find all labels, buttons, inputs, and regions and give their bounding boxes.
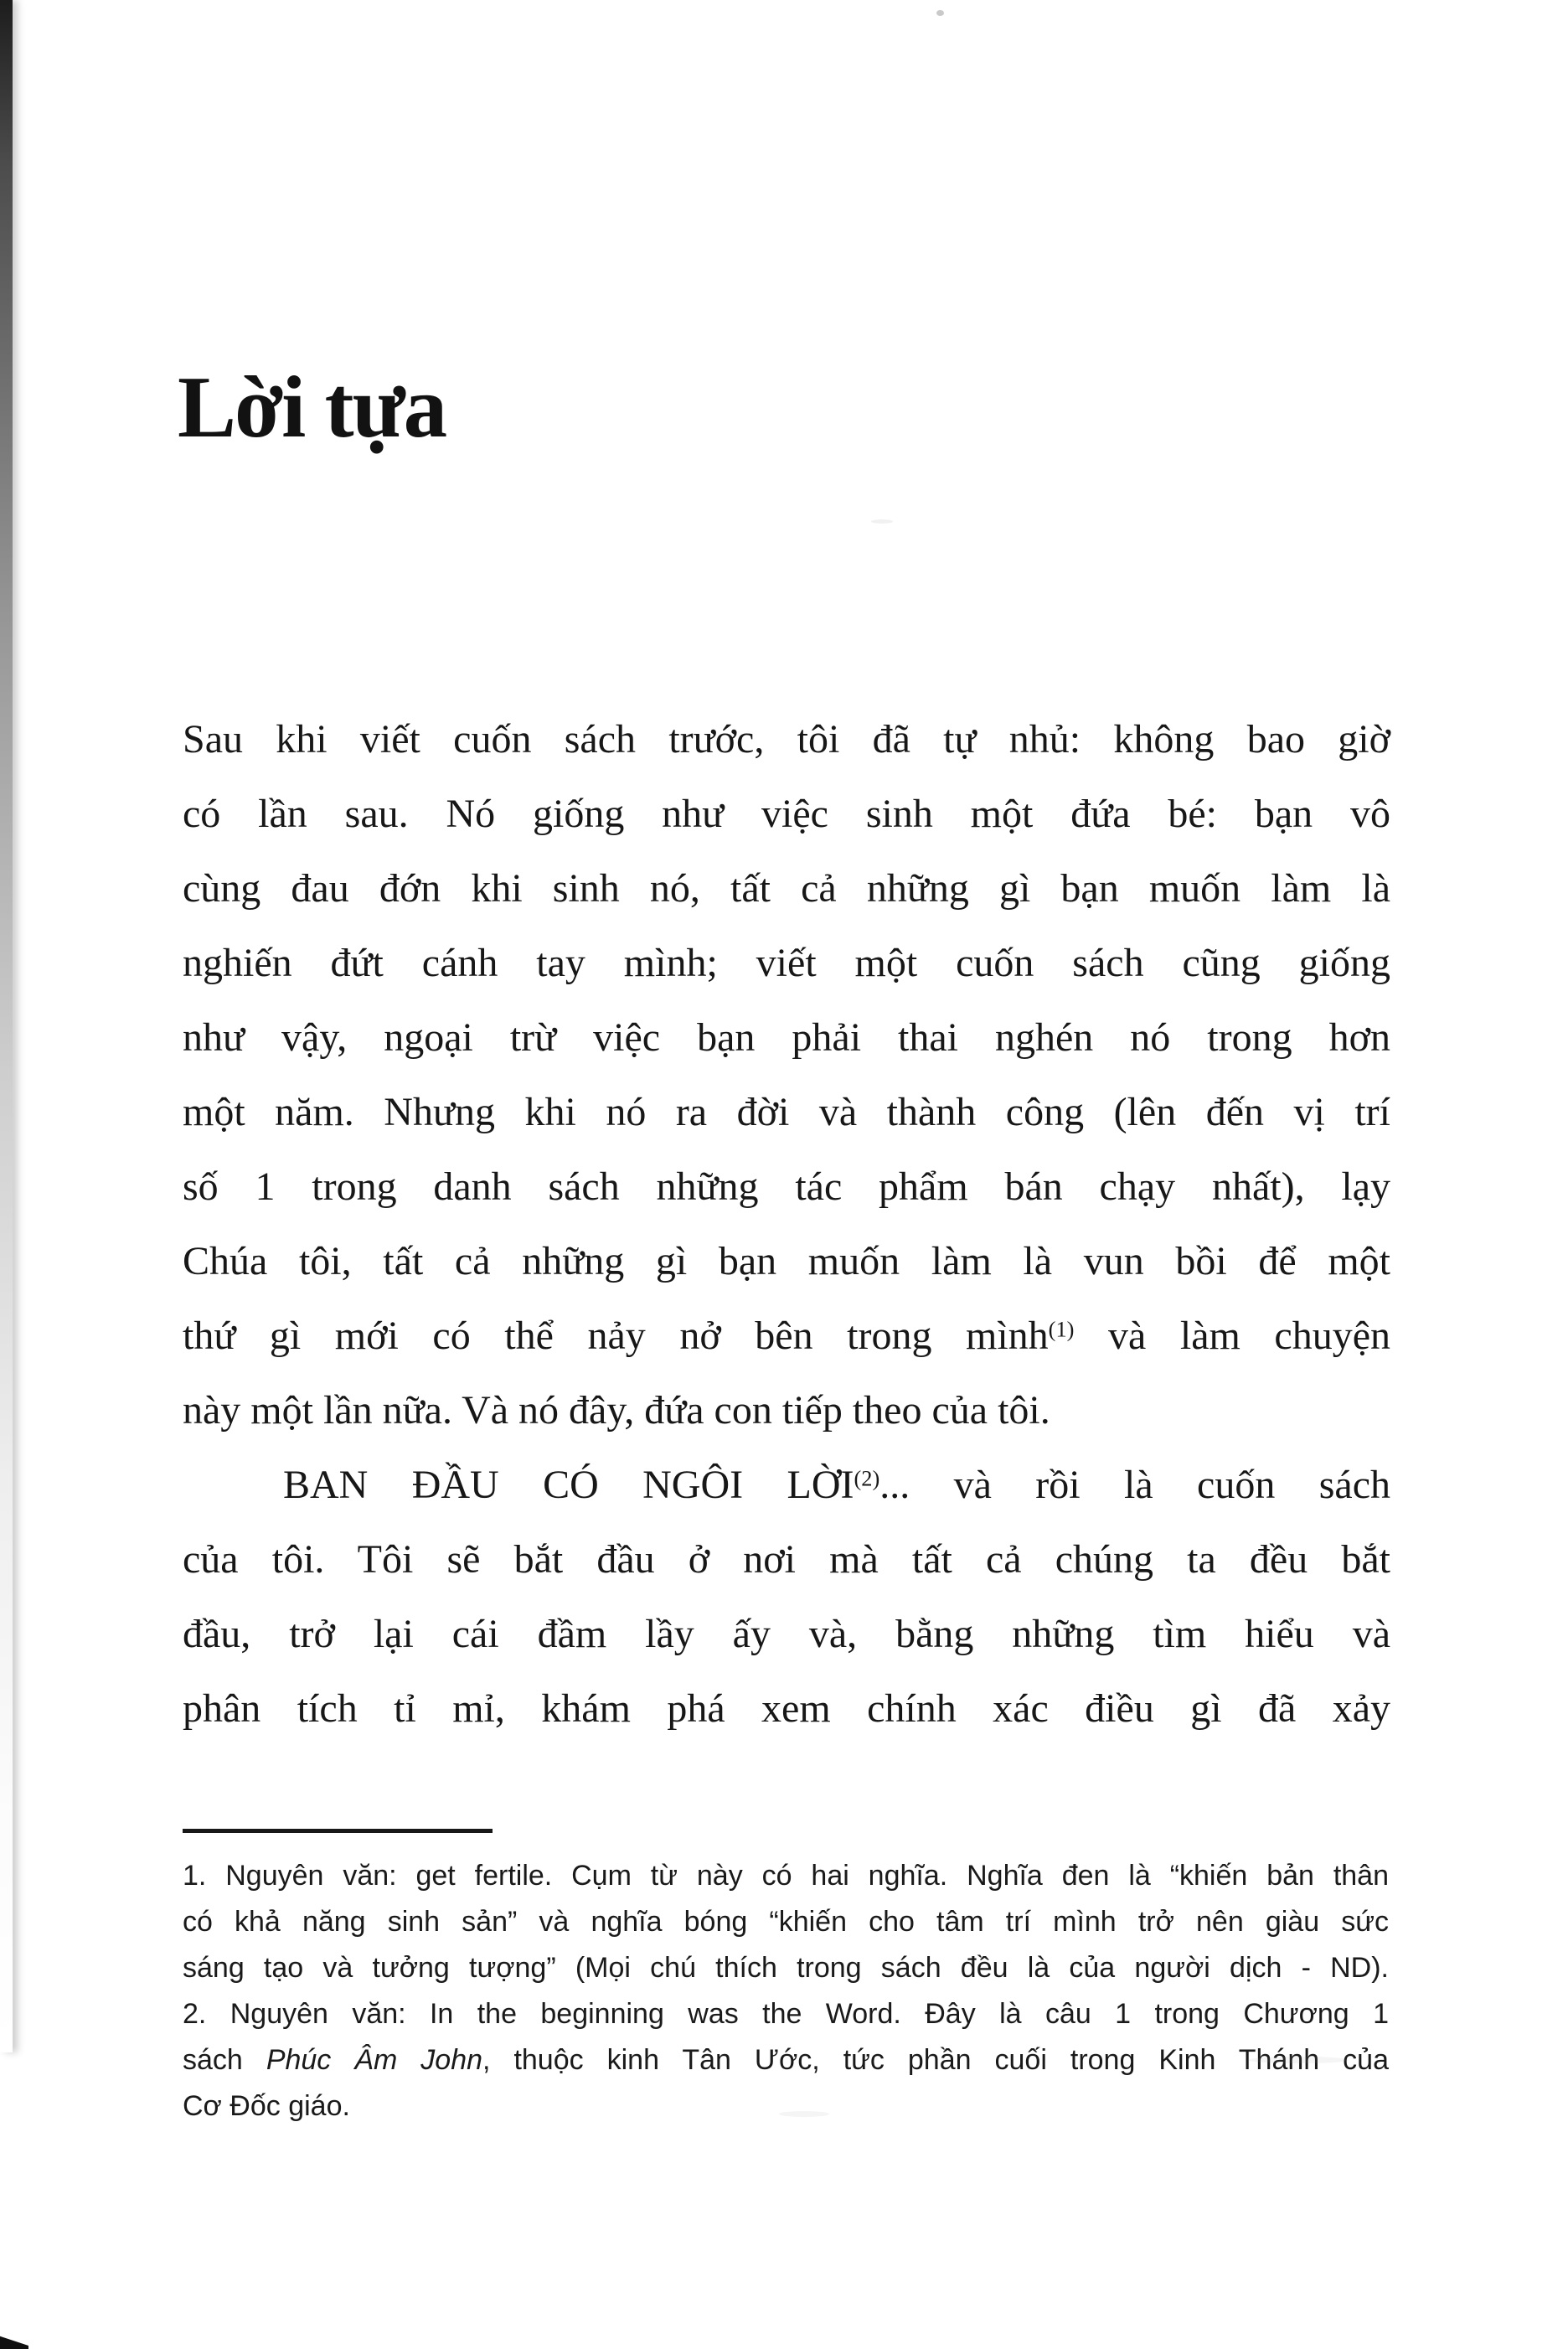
footnote-line: sáng tạo và tưởng tượng” (Mọi chú thích trong sách đều là của người dịch - ND). [183,1952,1389,1984]
scan-speck [1248,2057,1349,2063]
body-text-line: BAN ĐẦU CÓ NGÔI LỜI$^{(2)}$... và rồi là cuốn sách [283,1463,1390,1507]
body-text-line: một năm. Nhưng khi nó ra đời và thành công (lên đến vị trí [183,1090,1390,1134]
body-text-line: đầu, trở lại cái đầm lầy ấy và, bằng những tìm hiểu và [183,1612,1390,1656]
body-text-line: Sau khi viết cuốn sách trước, tôi đã tự nhủ: không bao giờ [183,717,1390,761]
body-text [183,702,1390,1746]
body-text-line: của tôi. Tôi sẽ bắt đầu ở nơi mà tất cả chúng ta đều bắt [183,1537,1390,1582]
footnote-separator [183,1829,493,1833]
footnote-line: có khả năng sinh sản” và nghĩa bóng “khiến cho tâm trí mình trở nên giàu sức [183,1906,1389,1938]
body-text-line: có lần sau. Nó giống như việc sinh một đứa bé: bạn vô [183,792,1390,836]
footnote-line: 2. Nguyên văn: In the beginning was the Word. Đây là câu 1 trong Chương 1 [183,1998,1389,2030]
body-text-line: thứ gì mới có thể nảy nở bên trong mình$^{(1)}$ và làm chuyện [183,1314,1391,1358]
scan-gutter-shadow [0,0,13,2052]
footnotes [183,1853,1389,2130]
footnote-line: Cơ Đốc giáo. [183,2090,350,2122]
body-text-line: cùng đau đớn khi sinh nó, tất cả những gì bạn muốn làm là [183,866,1390,911]
page-title: Lời tựa [178,358,446,456]
body-text-line: như vậy, ngoại trừ việc bạn phải thai nghén nó trong hơn [183,1015,1390,1060]
body-text-line: nghiến đứt cánh tay mình; viết một cuốn sách cũng giống [183,941,1390,985]
footnote-line: sách Phúc Âm John, thuộc kinh Tân Ước, tức phần cuối trong Kinh Thánh của [183,2044,1389,2076]
body-text-line: Chúa tôi, tất cả những gì bạn muốn làm là vun bồi để một [183,1239,1390,1283]
scan-speck [936,10,944,16]
scan-artifact-wedge [0,2334,28,2349]
body-text-line: phân tích tỉ mỉ, khám phá xem chính xác điều gì đã xảy [183,1686,1390,1731]
scan-speck [871,519,893,524]
scan-speck [779,2111,829,2117]
body-text-line: số 1 trong danh sách những tác phẩm bán chạy nhất), lạy [183,1164,1390,1209]
body-text-line: này một lần nữa. Và nó đây, đứa con tiếp theo của tôi. [183,1388,1050,1433]
footnote-line: 1. Nguyên văn: get fertile. Cụm từ này có hai nghĩa. Nghĩa đen là “khiến bản thân [183,1860,1389,1892]
